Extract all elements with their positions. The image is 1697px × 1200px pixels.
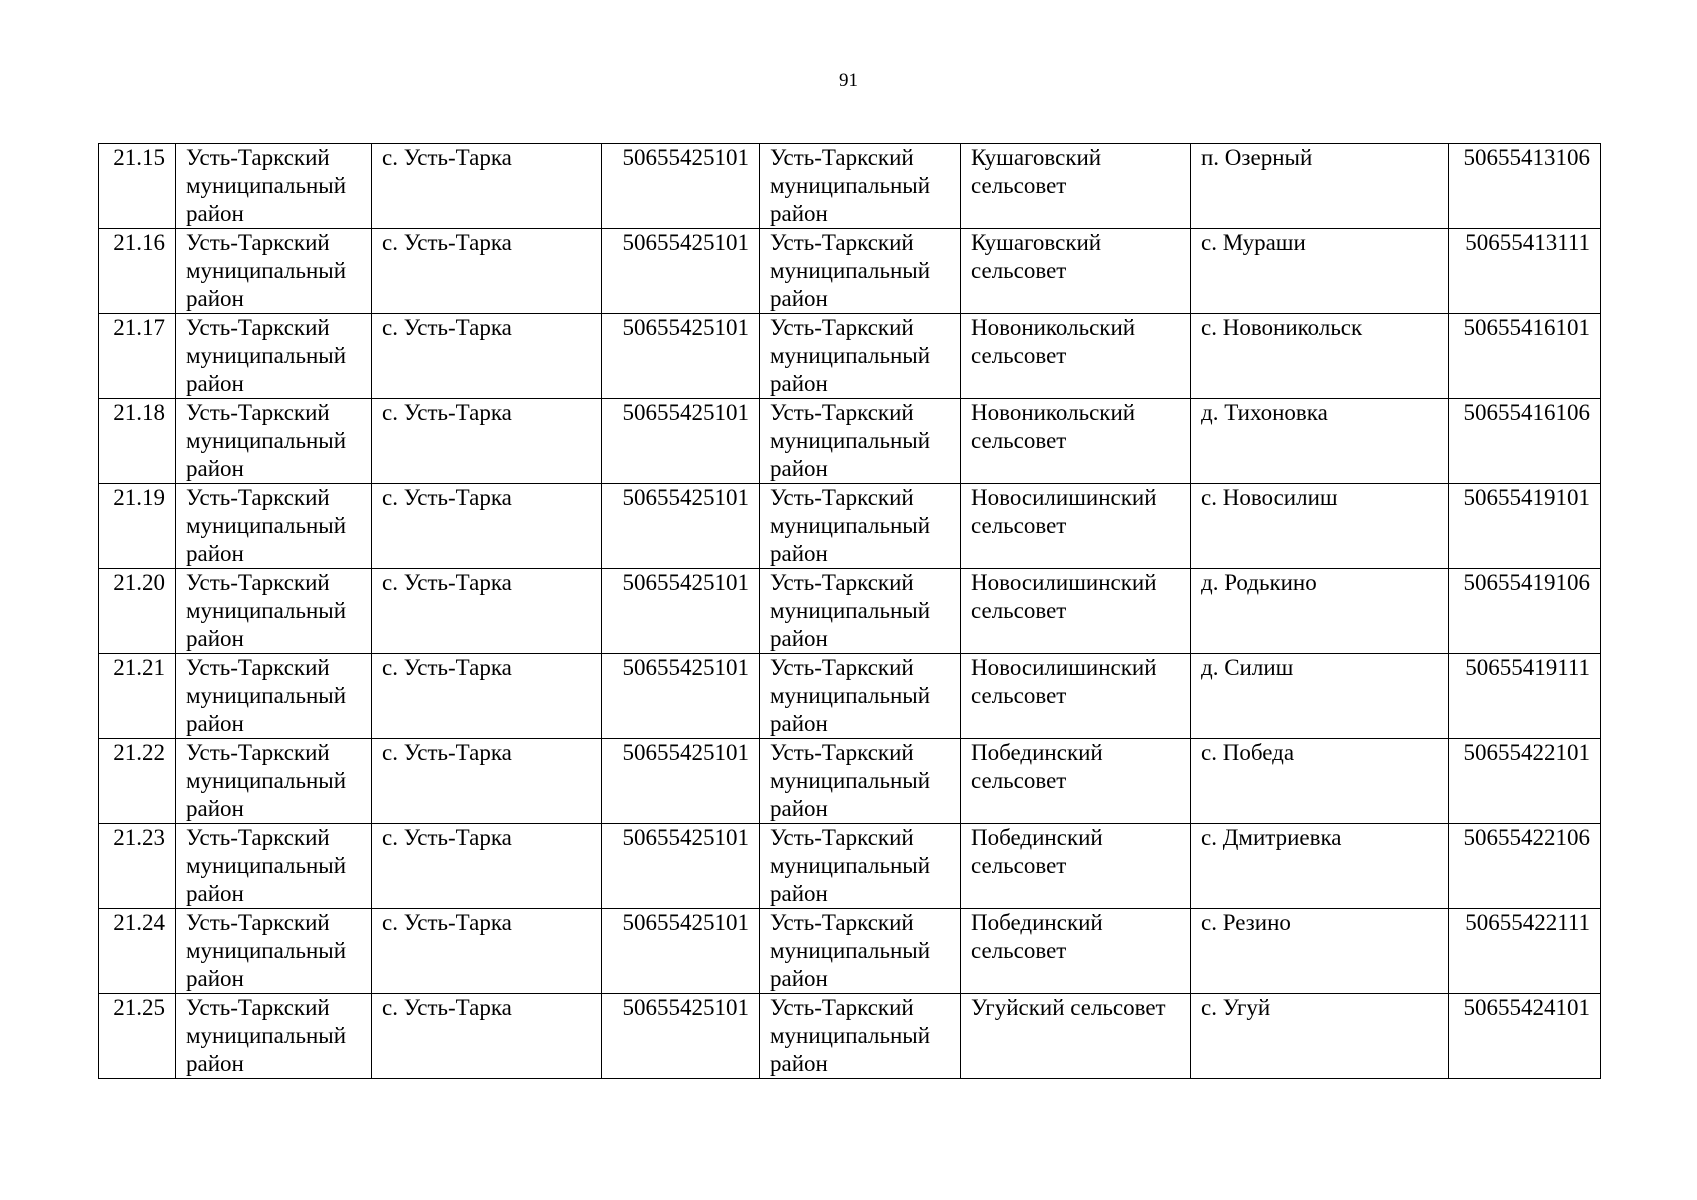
admin-center-code-cell: 50655425101: [602, 824, 760, 909]
table-row: [99, 144, 1601, 229]
admin-center-cell: с. Усть-Тарка: [372, 739, 602, 824]
municipal-district-cell: Усть-Таркский муниципальный район: [760, 739, 961, 824]
table-row: [99, 569, 1601, 654]
settlement-cell: с. Новосилиш: [1191, 484, 1449, 569]
admin-center-cell: с. Усть-Тарка: [372, 229, 602, 314]
row-number-cell: 21.20: [99, 569, 176, 654]
table-row: [99, 739, 1601, 824]
settlement-code-cell: 50655419101: [1449, 484, 1601, 569]
admin-center-code-cell: 50655425101: [602, 314, 760, 399]
admin-center-code-cell: 50655425101: [602, 144, 760, 229]
settlement-code-cell: 50655413106: [1449, 144, 1601, 229]
admin-center-code-cell: 50655425101: [602, 569, 760, 654]
district-cell: Усть-Таркский муниципальный район: [176, 909, 372, 994]
district-cell: Усть-Таркский муниципальный район: [176, 229, 372, 314]
rural-council-cell: Новосилишинский сельсовет: [961, 654, 1191, 739]
admin-center-code-cell: 50655425101: [602, 739, 760, 824]
settlement-cell: д. Родькино: [1191, 569, 1449, 654]
district-cell: Усть-Таркский муниципальный район: [176, 484, 372, 569]
rural-council-cell: Побединский сельсовет: [961, 824, 1191, 909]
settlement-code-cell: 50655416101: [1449, 314, 1601, 399]
rural-council-cell: Новосилишинский сельсовет: [961, 484, 1191, 569]
admin-center-cell: с. Усть-Тарка: [372, 144, 602, 229]
settlements-table: [98, 143, 1601, 1079]
municipal-district-cell: Усть-Таркский муниципальный район: [760, 144, 961, 229]
admin-center-cell: с. Усть-Тарка: [372, 909, 602, 994]
district-cell: Усть-Таркский муниципальный район: [176, 399, 372, 484]
row-number-cell: 21.24: [99, 909, 176, 994]
table-body: [99, 144, 1601, 1079]
table-row: [99, 399, 1601, 484]
municipal-district-cell: Усть-Таркский муниципальный район: [760, 399, 961, 484]
admin-center-code-cell: 50655425101: [602, 994, 760, 1079]
rural-council-cell: Побединский сельсовет: [961, 739, 1191, 824]
admin-center-cell: с. Усть-Тарка: [372, 654, 602, 739]
settlement-code-cell: 50655419106: [1449, 569, 1601, 654]
municipal-district-cell: Усть-Таркский муниципальный район: [760, 569, 961, 654]
municipal-district-cell: Усть-Таркский муниципальный район: [760, 824, 961, 909]
rural-council-cell: Новоникольский сельсовет: [961, 399, 1191, 484]
table-row: [99, 229, 1601, 314]
district-cell: Усть-Таркский муниципальный район: [176, 994, 372, 1079]
table-row: [99, 994, 1601, 1079]
district-cell: Усть-Таркский муниципальный район: [176, 654, 372, 739]
district-cell: Усть-Таркский муниципальный район: [176, 314, 372, 399]
row-number-cell: 21.18: [99, 399, 176, 484]
table-row: [99, 824, 1601, 909]
rural-council-cell: Новоникольский сельсовет: [961, 314, 1191, 399]
settlement-code-cell: 50655416106: [1449, 399, 1601, 484]
settlement-cell: с. Мураши: [1191, 229, 1449, 314]
row-number-cell: 21.21: [99, 654, 176, 739]
municipal-district-cell: Усть-Таркский муниципальный район: [760, 314, 961, 399]
admin-center-code-cell: 50655425101: [602, 909, 760, 994]
table-row: [99, 484, 1601, 569]
district-cell: Усть-Таркский муниципальный район: [176, 824, 372, 909]
rural-council-cell: Кушаговский сельсовет: [961, 229, 1191, 314]
municipal-district-cell: Усть-Таркский муниципальный район: [760, 654, 961, 739]
admin-center-code-cell: 50655425101: [602, 399, 760, 484]
rural-council-cell: Побединский сельсовет: [961, 909, 1191, 994]
row-number-cell: 21.16: [99, 229, 176, 314]
settlement-cell: с. Новоникольск: [1191, 314, 1449, 399]
admin-center-cell: с. Усть-Тарка: [372, 399, 602, 484]
row-number-cell: 21.15: [99, 144, 176, 229]
settlement-code-cell: 50655422101: [1449, 739, 1601, 824]
row-number-cell: 21.17: [99, 314, 176, 399]
settlement-code-cell: 50655422111: [1449, 909, 1601, 994]
rural-council-cell: Угуйский сельсовет: [961, 994, 1191, 1079]
admin-center-cell: с. Усть-Тарка: [372, 569, 602, 654]
admin-center-code-cell: 50655425101: [602, 654, 760, 739]
rural-council-cell: Новосилишинский сельсовет: [961, 569, 1191, 654]
municipal-district-cell: Усть-Таркский муниципальный район: [760, 909, 961, 994]
settlement-cell: п. Озерный: [1191, 144, 1449, 229]
settlement-code-cell: 50655419111: [1449, 654, 1601, 739]
admin-center-cell: с. Усть-Тарка: [372, 314, 602, 399]
row-number-cell: 21.23: [99, 824, 176, 909]
admin-center-code-cell: 50655425101: [602, 484, 760, 569]
settlement-cell: с. Угуй: [1191, 994, 1449, 1079]
settlement-code-cell: 50655422106: [1449, 824, 1601, 909]
admin-center-cell: с. Усть-Тарка: [372, 484, 602, 569]
row-number-cell: 21.22: [99, 739, 176, 824]
settlement-cell: д. Тихоновка: [1191, 399, 1449, 484]
admin-center-cell: с. Усть-Тарка: [372, 994, 602, 1079]
row-number-cell: 21.19: [99, 484, 176, 569]
table-row: [99, 314, 1601, 399]
municipal-district-cell: Усть-Таркский муниципальный район: [760, 229, 961, 314]
district-cell: Усть-Таркский муниципальный район: [176, 569, 372, 654]
admin-center-cell: с. Усть-Тарка: [372, 824, 602, 909]
settlement-cell: с. Победа: [1191, 739, 1449, 824]
table-row: [99, 654, 1601, 739]
settlement-code-cell: 50655413111: [1449, 229, 1601, 314]
page-number: 91: [839, 70, 858, 91]
settlement-cell: с. Резино: [1191, 909, 1449, 994]
district-cell: Усть-Таркский муниципальный район: [176, 144, 372, 229]
settlement-code-cell: 50655424101: [1449, 994, 1601, 1079]
row-number-cell: 21.25: [99, 994, 176, 1079]
settlement-cell: д. Силиш: [1191, 654, 1449, 739]
settlement-cell: с. Дмитриевка: [1191, 824, 1449, 909]
district-cell: Усть-Таркский муниципальный район: [176, 739, 372, 824]
municipal-district-cell: Усть-Таркский муниципальный район: [760, 994, 961, 1079]
table-row: [99, 909, 1601, 994]
rural-council-cell: Кушаговский сельсовет: [961, 144, 1191, 229]
municipal-district-cell: Усть-Таркский муниципальный район: [760, 484, 961, 569]
admin-center-code-cell: 50655425101: [602, 229, 760, 314]
